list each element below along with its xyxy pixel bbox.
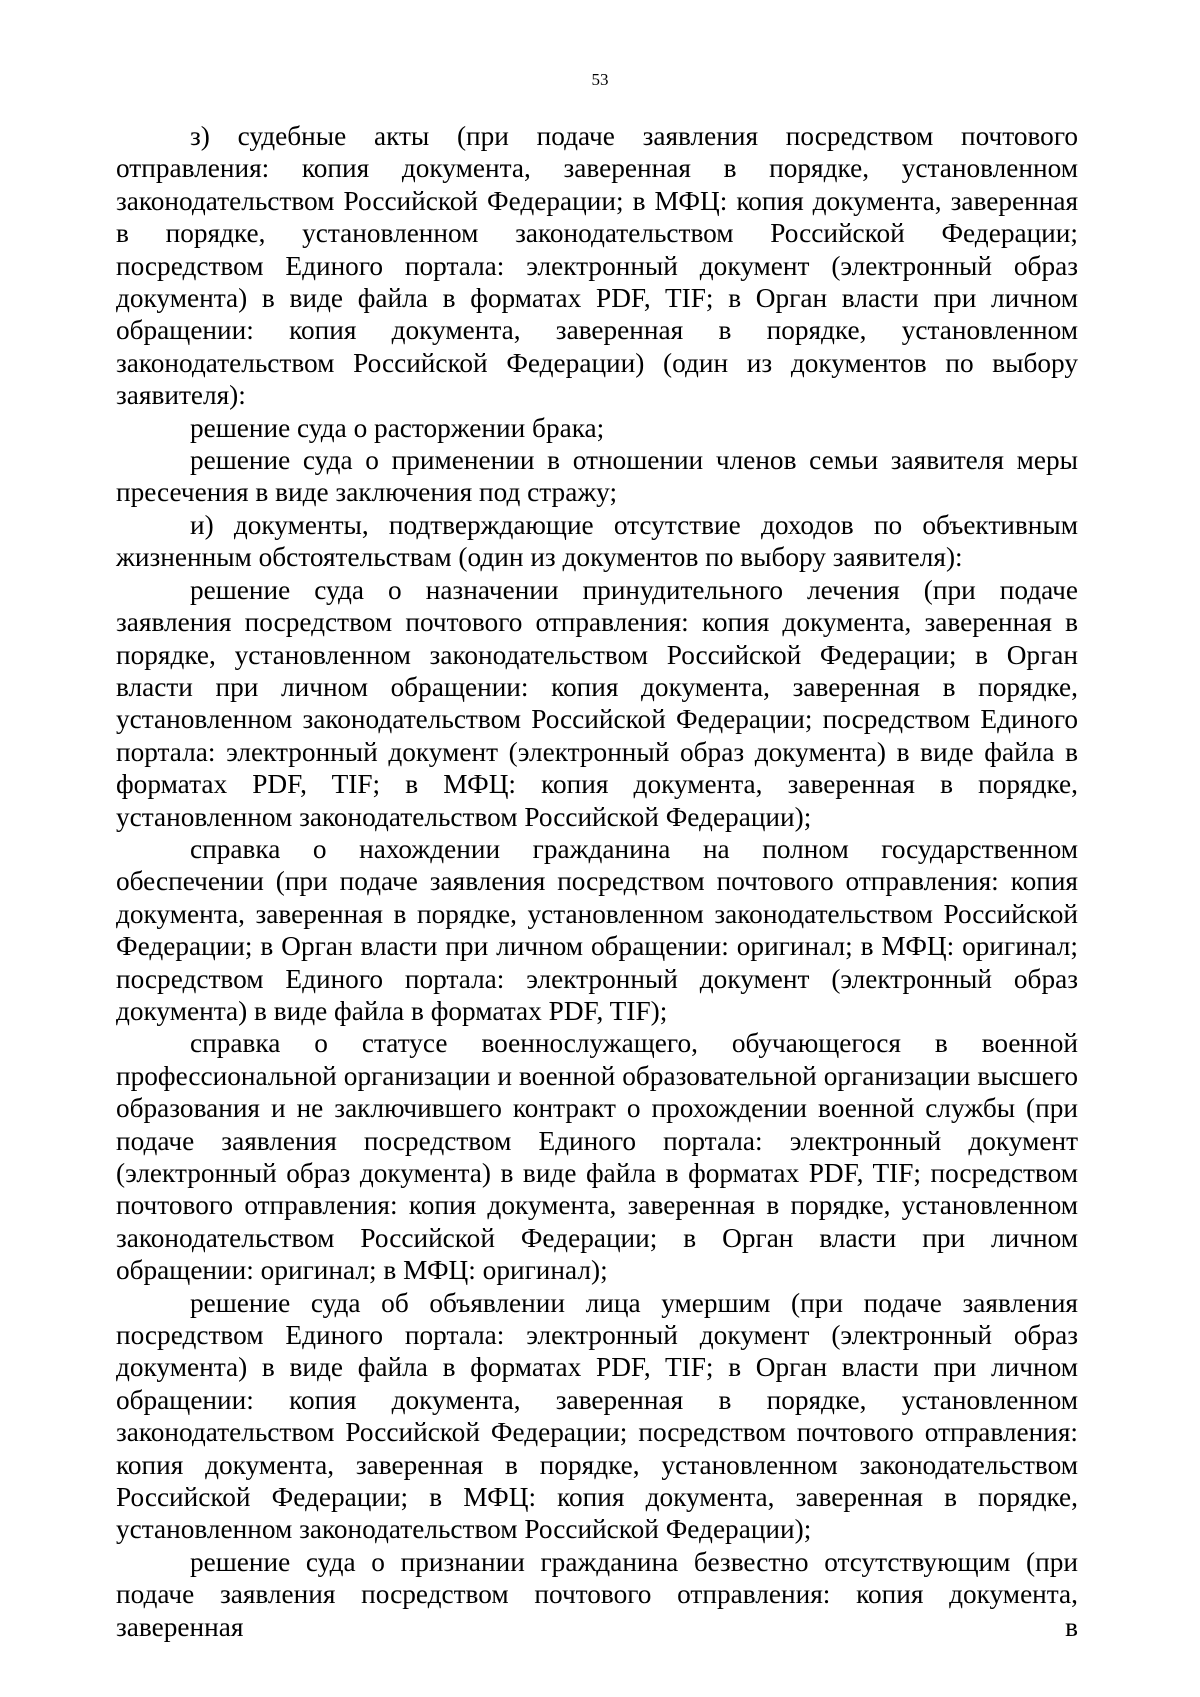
document-body xyxy=(116,120,1078,1643)
paragraph-detention-decision: решение суда о применении в отношении членов семьи заявителя меры пресечения в виде заключения под стражу; xyxy=(116,445,1078,508)
paragraph-court-acts: з) судебные акты (при подаче заявления посредством почтового отправления: копия документа, заверенная в порядке, установленном законодательством Российской Федерации; в МФЦ: копия документа, заверенная в порядке, установленном законодательством Российской Федерации; посредством Единого портала: электронный документ (электронный образ документа) в виде файла в форматах PDF, TIF; в Орган власти при личном обращении: копия документа, заверенная в порядке, установленном законодательством Российской Федерации) (один из документов по выбору заявителя): xyxy=(116,121,1078,411)
paragraph-declared-dead-decision: решение суда об объявлении лица умершим (при подаче заявления посредством Единого портала: электронный документ (электронный образ документа) в виде файла в форматах PDF, TIF; в Орган власти при личном обращении: копия документа, заверенная в порядке, установленном законодательством Российской Федерации; посредством почтового отправления: копия документа, заверенная в порядке, установленном законодательством Российской Федерации; в МФЦ: копия документа, заверенная в порядке, установленном законодательством Российской Федерации); xyxy=(116,1287,1078,1545)
paragraph-divorce-decision: решение суда о расторжении брака; xyxy=(190,412,605,443)
paragraph-military-student-certificate: справка о статусе военнослужащего, обучающегося в военной профессиональной организации и военной образовательной организации высшего образования и не заключившего контракт о прохождении военной службы (при подаче заявления посредством Единого портала: электронный документ (электронный образ документа) в виде файла в форматах PDF, TIF; посредством почтового отправления: копия документа, заверенная в порядке, установленном законодательством Российской Федерации; в Орган власти при личном обращении: оригинал; в МФЦ: оригинал); xyxy=(116,1028,1078,1286)
paragraph-missing-person-decision: решение суда о признании гражданина безвестно отсутствующим (при подаче заявления посредством почтового отправления: копия документа, заверенная в xyxy=(116,1546,1078,1642)
page-number: 53 xyxy=(591,70,609,89)
paragraph-compulsory-treatment: решение суда о назначении принудительного лечения (при подаче заявления посредством почтового отправления: копия документа, заверенная в порядке, установленном законодательством Российской Федерации; в Орган власти при личном обращении: копия документа, заверенная в порядке, установленном законодательством Российской Федерации; посредством Единого портала: электронный документ (электронный образ документа) в виде файла в форматах PDF, TIF; в МФЦ: копия документа, заверенная в порядке, установленном законодательством Российской Федерации); xyxy=(116,574,1078,832)
paragraph-state-support-certificate: справка о нахождении гражданина на полном государственном обеспечении (при подаче заявления посредством почтового отправления: копия документа, заверенная в порядке, установленном законодательством Российской Федерации; в Орган власти при личном обращении: оригинал; в МФЦ: оригинал; посредством Единого портала: электронный документ (электронный образ документа) в виде файла в форматах PDF, TIF); xyxy=(116,833,1078,1026)
paragraph-no-income-documents: и) документы, подтверждающие отсутствие доходов по объективным жизненным обстоятельствам (один из документов по выбору заявителя): xyxy=(116,509,1078,573)
